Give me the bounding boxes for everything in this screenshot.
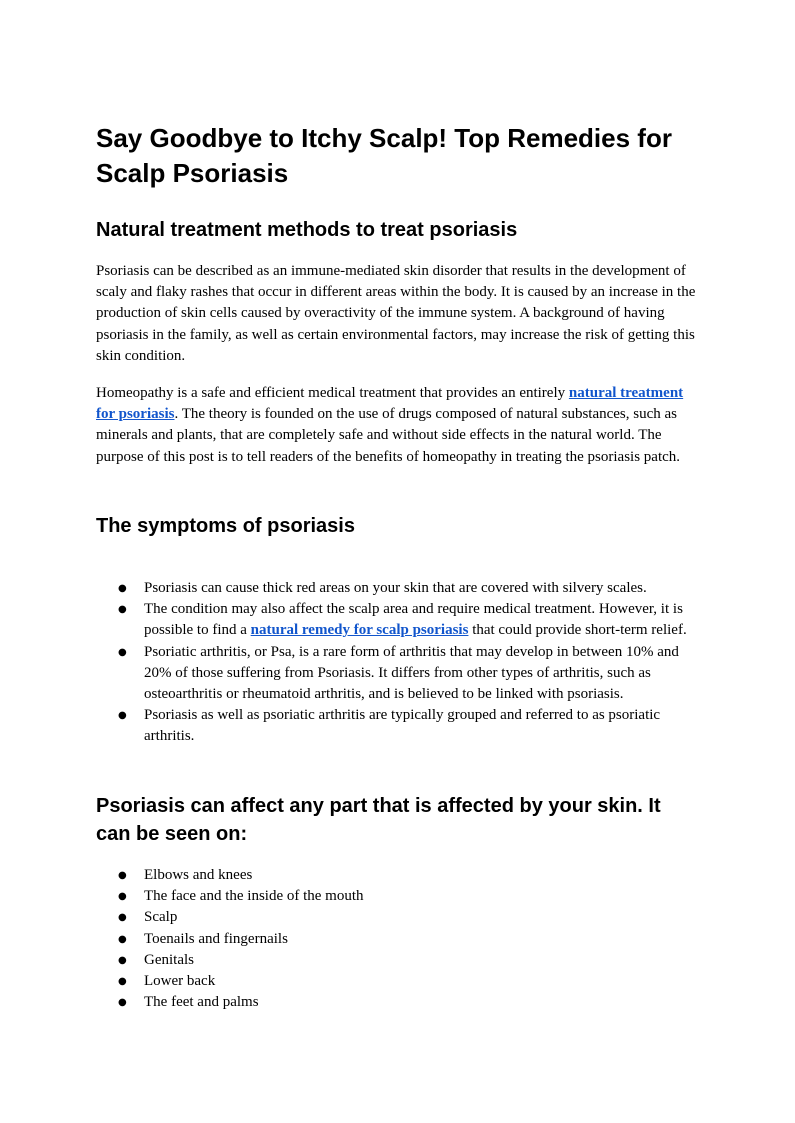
heading-symptoms: The symptoms of psoriasis: [96, 515, 355, 537]
link-natural-remedy-for-scalp-psoriasis[interactable]: natural remedy for scalp psoriasis: [250, 622, 469, 639]
list-item-text: Psoriasis as well as psoriatic arthritis are typically grouped and referred to as psoriatic arthritis.: [144, 707, 661, 745]
bullet-icon: ●: [118, 997, 127, 1009]
bullet-icon: ●: [118, 954, 127, 966]
bullet-icon: ●: [118, 891, 127, 903]
list-item-text: Scalp: [144, 909, 178, 926]
list-item-text-start: The condition may also affect the scalp area and require medical treatment. However, it is possible to find a: [144, 601, 683, 639]
bullet-icon: ●: [118, 646, 127, 658]
paragraph-homeopathy: [96, 383, 700, 468]
list-item: [96, 929, 700, 950]
list-item: [96, 705, 700, 747]
list-item: [96, 599, 700, 641]
list-item-text-end: that could provide short-term relief.: [468, 622, 687, 639]
list-item: [96, 865, 700, 886]
list-item: [96, 992, 700, 1013]
list-item-text: Psoriasis can cause thick red areas on your skin that are covered with silvery scales.: [144, 580, 647, 596]
heading-natural-treatment: Natural treatment methods to treat psoriasis: [96, 219, 518, 241]
symptoms-list: [96, 578, 700, 748]
link-natural-treatment-for-psoriasis[interactable]: natural treatment for psoriasis: [96, 385, 684, 423]
list-item-text: Toenails and fingernails: [144, 930, 288, 947]
bullet-icon: ●: [118, 583, 127, 594]
list-item: [96, 907, 700, 928]
paragraph-homeopathy-text-start: Homeopathy is a safe and efficient medical treatment that provides an entirely: [96, 385, 569, 401]
list-item-text: Psoriatic arthritis, or Psa, is a rare form of arthritis that may develop in between 10% and 20% of those suffering from Psoriasis. It differs from other types of arthritis, such as osteoarthritis or rheumatoid arthritis, and is believed to be linked with psoriasis.: [144, 643, 679, 703]
bullet-icon: ●: [118, 976, 127, 988]
bullet-icon: ●: [118, 933, 127, 945]
list-item-text: Genitals: [144, 951, 194, 968]
list-item: [96, 971, 700, 992]
list-item-text: The feet and palms: [144, 994, 259, 1011]
list-item-text: The face and the inside of the mouth: [144, 888, 364, 905]
list-item: [96, 578, 700, 599]
bullet-icon: ●: [118, 604, 127, 616]
list-item: [96, 950, 700, 971]
bullet-icon: ●: [118, 870, 127, 881]
list-item: [96, 642, 700, 706]
list-item-text: Elbows and knees: [144, 867, 253, 883]
bullet-icon: ●: [118, 912, 127, 924]
paragraph-homeopathy-text-end: . The theory is founded on the use of drugs composed of natural substances, such as minerals and plants, that are completely safe and without side effects in the natural world. The purpose of this post is to tell readers of the benefits of homeopathy in treating the psoriasis patch.: [96, 406, 681, 465]
list-item: [96, 886, 700, 907]
list-item-text: Lower back: [144, 973, 216, 990]
affected-areas-list: [96, 865, 700, 1013]
heading-affected-areas: Psoriasis can affect any part that is affected by your skin. It can be seen on:: [96, 795, 661, 845]
bullet-icon: ●: [118, 710, 127, 722]
paragraph-psoriasis-description: Psoriasis can be described as an immune-mediated skin disorder that results in the development of scaly and flaky rashes that occur in different areas within the body. It is caused by an increase in the production of skin cells caused by overactivity of the immune system. A background of having psoriasis in the family, as well as certain environmental factors, may increase the risk of getting this skin condition.: [96, 263, 696, 364]
page-title: Say Goodbye to Itchy Scalp! Top Remedies for Scalp Psoriasis: [96, 123, 672, 188]
